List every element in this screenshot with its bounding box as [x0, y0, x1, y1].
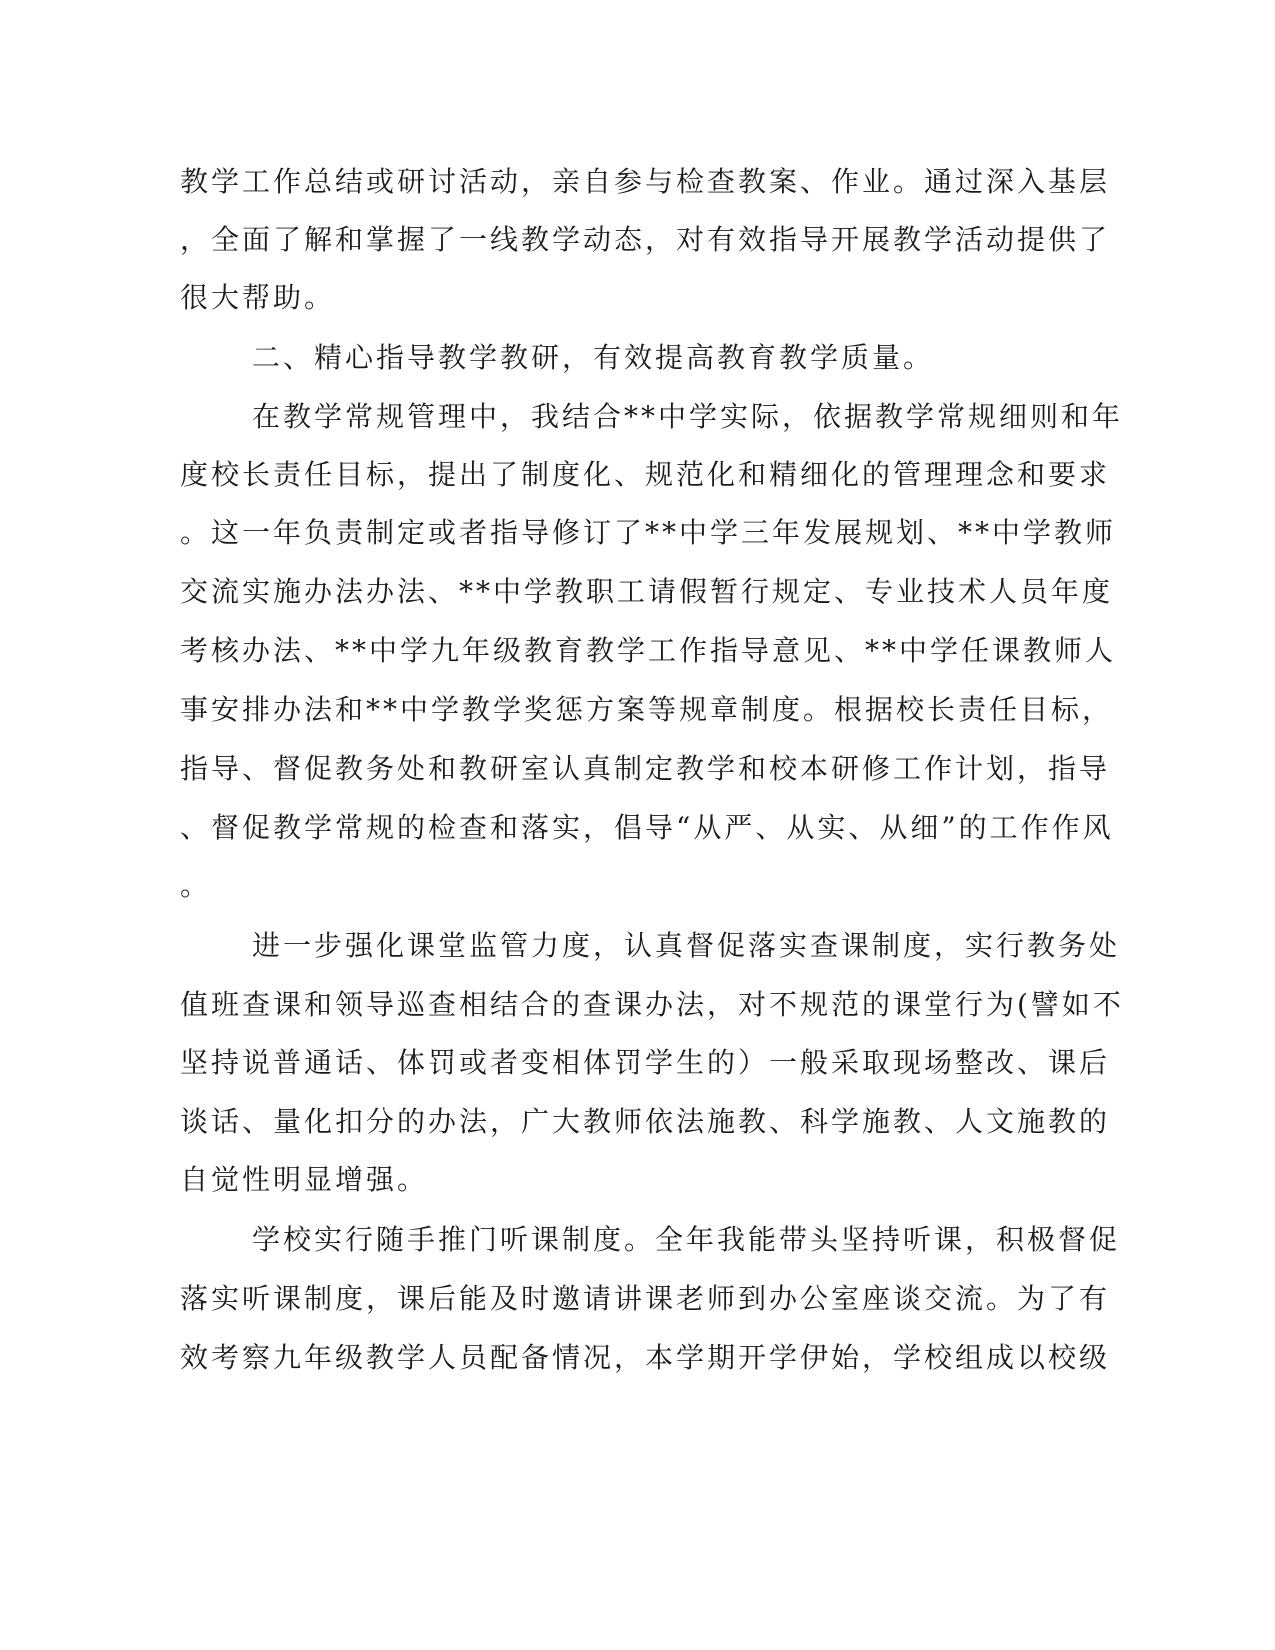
- text-line-18: 自觉性明显增强。: [180, 1163, 429, 1196]
- text-line-15: 值班查课和领导巡查相结合的查课办法，对不规范的课堂行为(譬如不: [180, 988, 1124, 1021]
- text-line-10: 事安排办法和**中学教学奖惩方案等规章制度。根据校长责任目标，: [180, 693, 1114, 726]
- text-line-13: 。: [180, 869, 212, 902]
- text-line-19: 学校实行随手推门听课制度。全年我能带头坚持听课，积极督促: [252, 1223, 1121, 1256]
- text-line-17: 谈话、量化扣分的办法，广大教师依法施教、科学施教、人文施教的: [180, 1105, 1111, 1138]
- text-line-1: 教学工作总结或研讨活动，亲自参与检查教案、作业。通过深入基层: [180, 165, 1111, 198]
- text-line-5: 在教学常规管理中，我结合**中学实际，依据教学常规细则和年: [252, 400, 1124, 433]
- text-line-20: 落实听课制度，课后能及时邀请讲课老师到办公室座谈交流。为了有: [180, 1282, 1111, 1315]
- text-line-12: 、督促教学常规的检查和落实，倡导“从严、从实、从细”的工作作风: [180, 811, 1114, 844]
- text-line-6: 度校长责任目标，提出了制度化、规范化和精细化的管理理念和要求: [180, 458, 1111, 491]
- text-line-3: 很大帮助。: [180, 281, 336, 314]
- text-line-9: 考核办法、**中学九年级教育教学工作指导意见、**中学任课教师人: [180, 634, 1117, 667]
- text-line-14: 进一步强化课堂监管力度，认真督促落实查课制度，实行教务处: [252, 929, 1121, 962]
- text-line-11: 指导、督促教务处和教研室认真制定教学和校本研修工作计划，指导: [180, 752, 1111, 785]
- text-line-21: 效考察九年级教学人员配备情况，本学期开学伊始，学校组成以校级: [180, 1341, 1111, 1374]
- text-line-8: 交流实施办法办法、**中学教职工请假暂行规定、专业技术人员年度: [180, 575, 1114, 608]
- text-line-16: 坚持说普通话、体罚或者变相体罚学生的）一般采取现场整改、课后: [180, 1046, 1111, 1079]
- text-line-7: 。这一年负责制定或者指导修订了**中学三年发展规划、**中学教师: [180, 516, 1117, 549]
- section-heading: 二、精心指导教学教研，有效提高教育教学质量。: [252, 341, 935, 374]
- text-line-2: ，全面了解和掌握了一线教学动态，对有效指导开展教学活动提供了: [180, 223, 1111, 256]
